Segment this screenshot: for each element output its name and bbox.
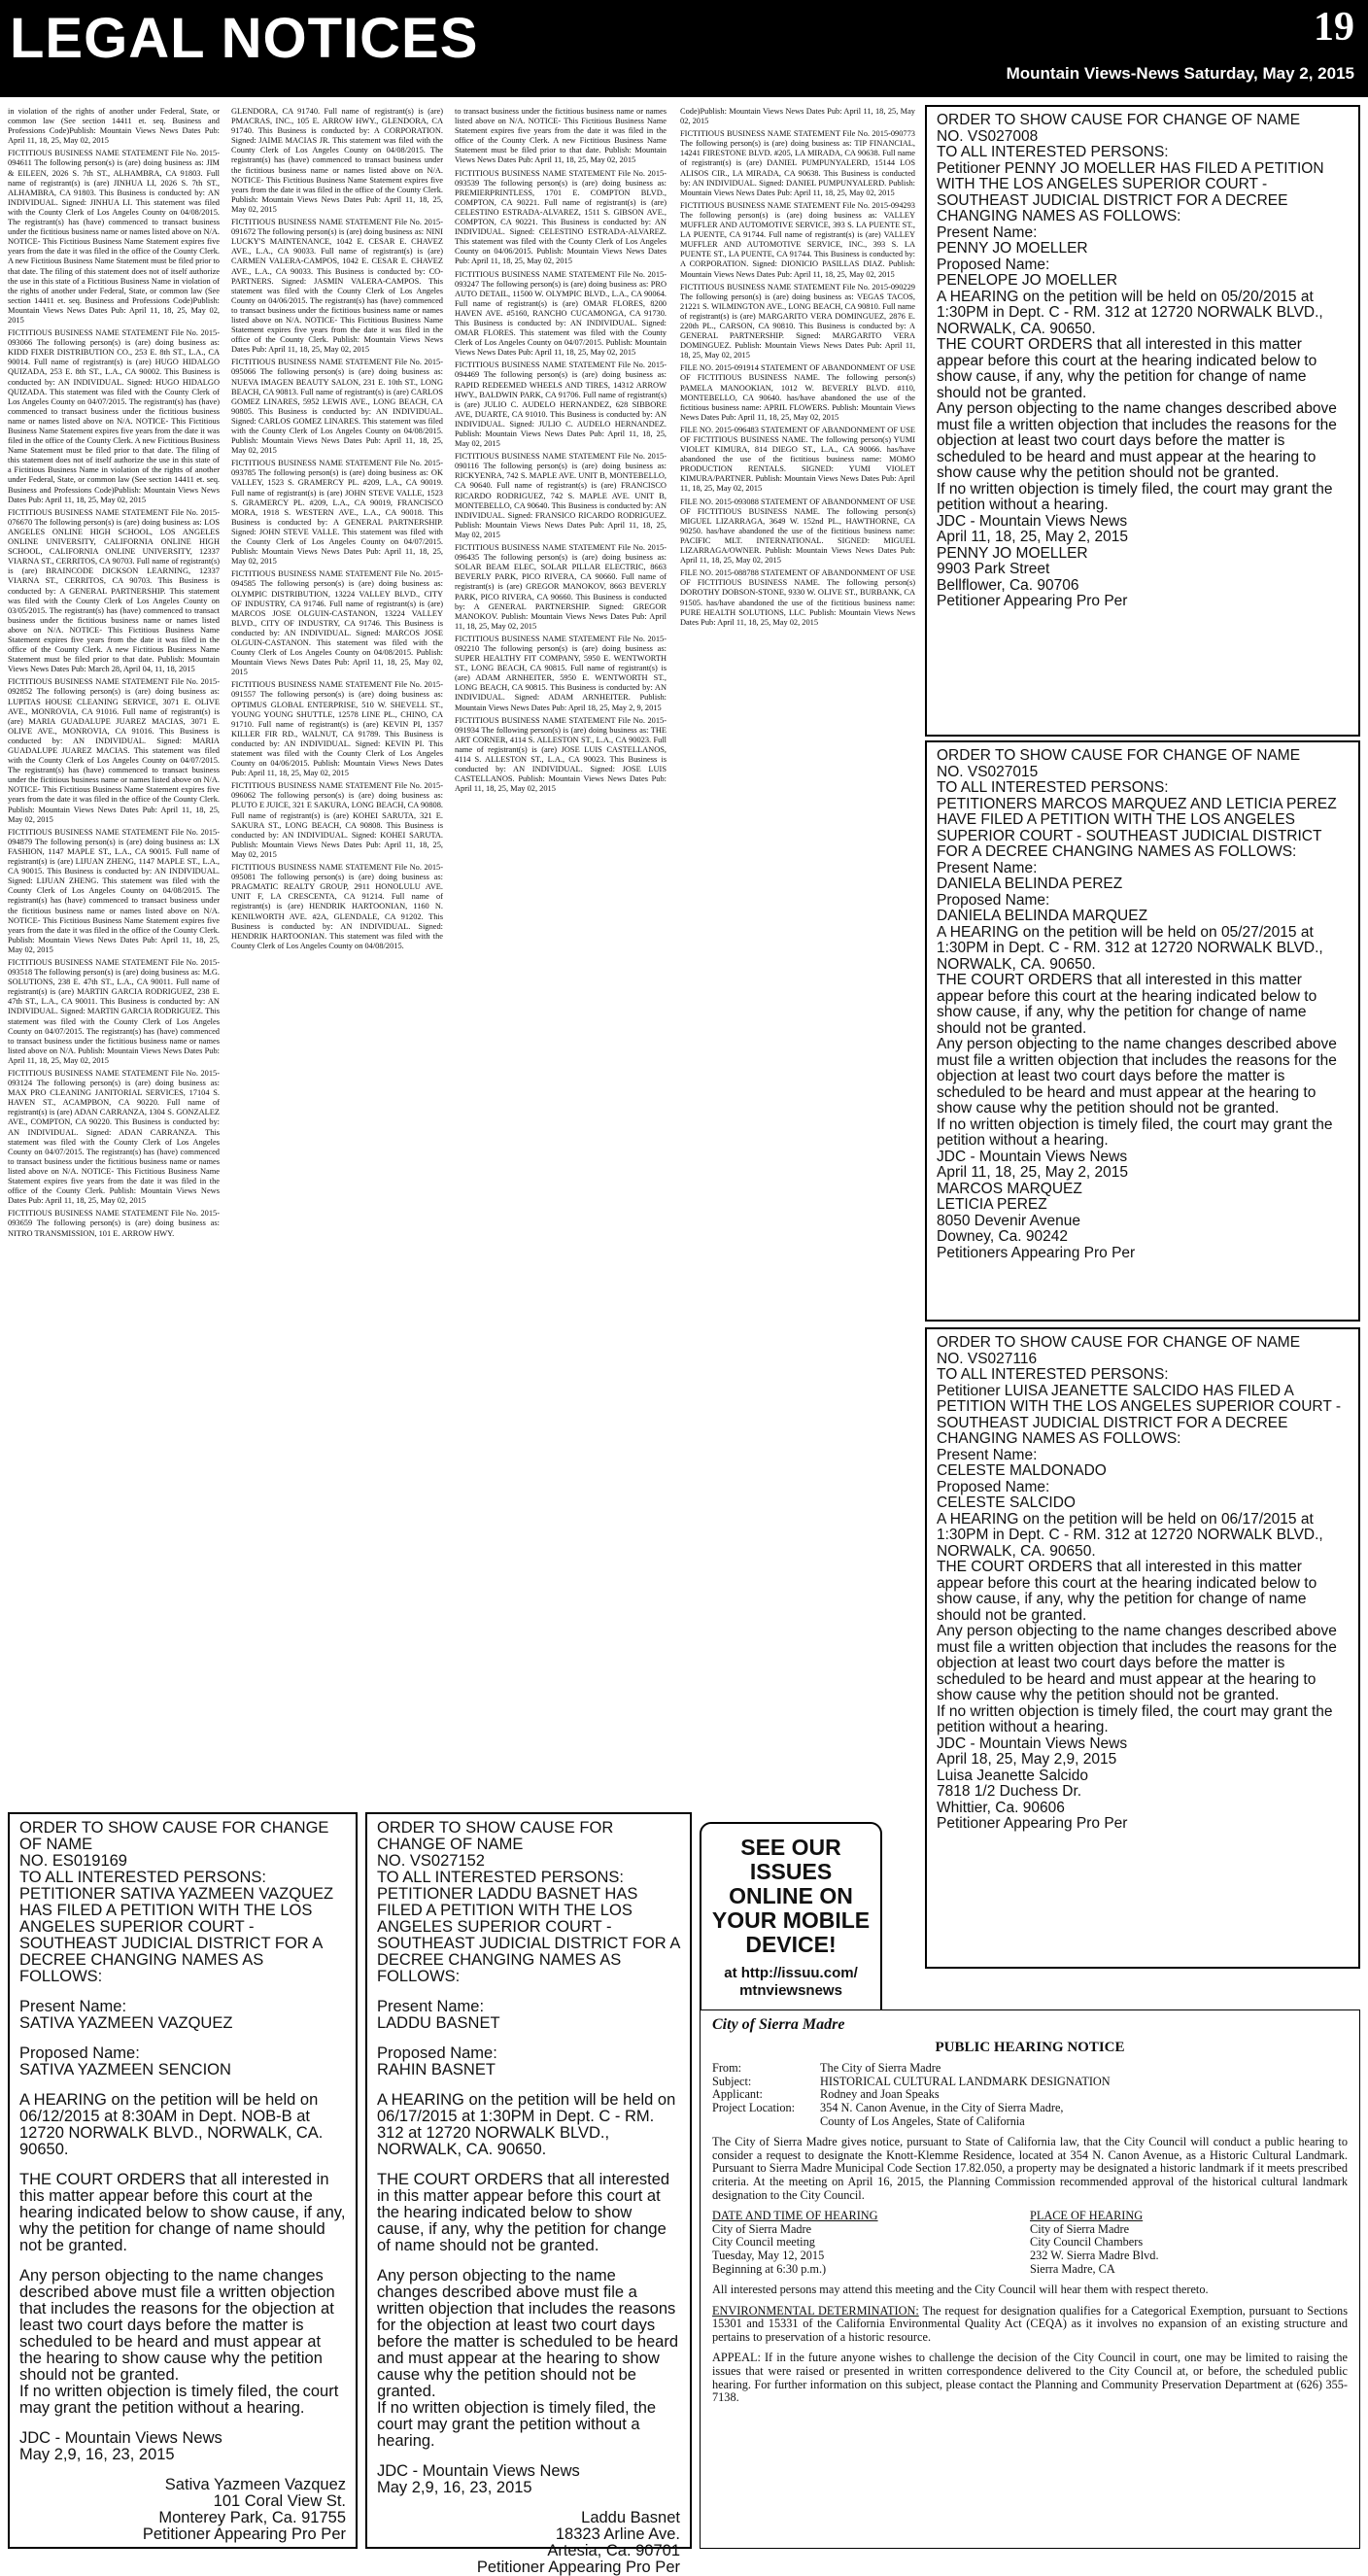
legal-notice-paragraph: FILE NO. 2015-093088 STATEMENT OF ABANDONMENT OF USE OF FICTITIOUS BUSINESS NAME. The following person(s) MIGUEL LIZARRAGA, 3649 W. 152nd PL., HAWTHORNE, CA 90250. has/have abandoned the use of the fictitious business name: PACIFIC MLT. INTERNATIONAL. SIGNED: MIGUEL LIZARRAGA/OWNER. Publish: Mountain Views News Dates Pub: April 11, 18, 25, May 02, 2015 — [680, 497, 915, 566]
from-label: From: — [712, 2061, 742, 2076]
notice-heading-line: ORDER TO SHOW CAUSE FOR CHANGE OF NAME — [377, 1819, 614, 1853]
signature-line: Sativa Yazmeen Vazquez — [164, 2476, 346, 2493]
notice-heading-line: NO. VS027116 — [937, 1350, 1038, 1367]
ad-line-2: ISSUES — [749, 1859, 833, 1884]
publication-dates: April 18, 25, May 2,9, 2015 — [937, 1751, 1117, 1768]
legal-notice-paragraph: to transact business under the fictitious business name or names listed above on N/A. NOTICE- This Fictitious Business Name Statement expires five years from the date it was filed in the office of the County Clerk. A new Fictitious Business Name Statement must be filed prior to that date. Publish: Mountain Views News Dates Pub: April 11, 18, 25, May 02, 2015 — [455, 107, 667, 165]
legal-notice-paragraph: Code)Publish: Mountain Views News Dates Pub: April 11, 18, 25, May 02, 2015 — [680, 107, 915, 126]
petition-statement: PETITIONER SATIVA YAZMEEN VAZQUEZ HAS FILED A PETITION WITH THE LOS ANGELES SUPERIOR COURT - SOUTHEAST JUDICIAL DISTRICT FOR A DECREE CHANGING NAMES AS FOLLOWS: — [19, 1885, 334, 1985]
signature-line: 7818 1/2 Duchess Dr. — [937, 1783, 1082, 1800]
ad-url-line-1[interactable]: at http://issuu.com/ — [724, 1965, 858, 1981]
objection-statement: Any person objecting to the name changes described above must file a written objection that includes the reasons for the objection at least two court days before the matter is scheduled to be heard and must appear at the hearing to show cause why the petition should not be granted. — [19, 2267, 335, 2384]
subject-label: Subject: — [712, 2074, 752, 2088]
signature-line: Bellflower, Ca. 90706 — [937, 576, 1079, 594]
proposed-name: PENELOPE JO MOELLER — [937, 272, 1118, 289]
hearing-statement: A HEARING on the petition will be held on 06/12/2015 at 8:30AM in Dept. NOB-B at 12720 NORWALK BLVD., NORWALK, CA. 90650. — [19, 2091, 324, 2158]
signature-line: Petitioner Appearing Pro Per — [937, 593, 1128, 609]
city-name: City of Sierra Madre — [712, 2016, 845, 2033]
no-objection-statement: If no written objection is timely filed, the court may grant the petition without a hearing. — [937, 1116, 1333, 1149]
no-objection-statement: If no written objection is timely filed, the court may grant the petition without a hearing. — [937, 480, 1333, 513]
signature-line: LETICIA PEREZ — [937, 1196, 1047, 1213]
hearing-statement: A HEARING on the petition will be held on 06/17/2015 at 1:30PM in Dept. C - RM. 312 at 12720 NORWALK BLVD., NORWALK, CA. 90650. — [377, 2091, 676, 2158]
signature-line: Luisa Jeanette Salcido — [937, 1767, 1088, 1784]
signature-line: Petitioners Appearing Pro Per — [937, 1244, 1136, 1261]
legal-notice-paragraph: FICTITIOUS BUSINESS NAME STATEMENT File No. 2015-094879 The following person(s) is (are) doing business as: LX FASHION, 1147 MAPLE ST., L.A., CA 90015. Full name of registrant(s) is (are) LIJUAN ZHENG, 1147 MAPLE ST., L.A., CA 90015. This Business is conducted by: AN INDIVIDUAL. Signed: LIJUAN ZHENG. This statement was filed with the County Clerk of Los Angeles County on 04/08/2015. The registrant(s) has (have) commenced to transact business under the fictitious business name or names listed above on N/A. NOTICE- This Fictitious Business Name Statement expires five years from the date it was filed in the office of the County Clerk. Publish: Mountain Views News Dates Pub: April 11, 18, 25, May 02, 2015 — [8, 827, 220, 954]
court-orders-statement: THE COURT ORDERS that all interested in this matter appear before this court at the hearing indicated below to show cause, if any, why the petition for change of name should not be granted. — [937, 336, 1317, 401]
present-name: DANIELA BELINDA PEREZ — [937, 876, 1123, 892]
signature-line: 18323 Arline Ave. — [555, 2525, 680, 2543]
court-orders-statement: THE COURT ORDERS that all interested in this matter appear before this court at the hearing indicated below to show cause, if any, why the petition for change of name should not be granted. — [937, 972, 1317, 1037]
legal-notice-paragraph: FICTITIOUS BUSINESS NAME STATEMENT File No. 2015-093539 The following person(s) is (are) doing business as: PREMIERPRINTLESS, 1701 E. COMPTON BLVD., COMPTON, CA 90221. Full name of registrant(s) is (are) CELESTINO ESTRADA-ALVAREZ, 1511 S. GIBSON AVE., COMPTON, CA 90221. This Business is conducted by: AN INDIVIDUAL. Signed: CELESTINO ESTRADA-ALVAREZ. This statement was filed with the County Clerk of Los Angeles County on 04/06/2015. Publish: Mountain Views News Dates Pub: April 11, 18, 25, May 02, 2015 — [455, 168, 667, 266]
signature-line: 9903 Park Street — [937, 561, 1050, 577]
present-name: CELESTE MALDONADO — [937, 1462, 1107, 1479]
hearing-statement: A HEARING on the petition will be held on 05/20/2015 at 1:30PM in Dept. C - RM. 312 at 12720 NORWALK BLVD., NORWALK, CA. 90650. — [937, 288, 1323, 337]
publication-dates: April 11, 18, 25, May 2, 2015 — [937, 529, 1129, 545]
proposed-name-label: Proposed Name: — [19, 2044, 140, 2062]
present-name-label: Present Name: — [937, 1446, 1038, 1463]
place-heading: PLACE OF HEARING — [1030, 2209, 1144, 2223]
publication-dates: May 2,9, 16, 23, 2015 — [377, 2479, 532, 2496]
hearing-statement: A HEARING on the petition will be held on 06/17/2015 at 1:30PM in Dept. C - RM. 312 at 12720 NORWALK BLVD., NORWALK, CA. 90650. — [937, 1510, 1323, 1560]
no-objection-statement: If no written objection is timely filed, the court may grant the petition without a hearing. — [937, 1702, 1333, 1735]
signature-line: Downey, Ca. 90242 — [937, 1228, 1068, 1245]
proposed-name-label: Proposed Name: — [937, 1478, 1050, 1495]
ad-line-3: ONLINE ON — [729, 1883, 853, 1908]
proposed-name: CELESTE SALCIDO — [937, 1494, 1076, 1511]
proposed-name: SATIVA YAZMEEN SENCION — [19, 2061, 231, 2078]
location-line-2: County of Los Angeles, State of California — [820, 2113, 1025, 2128]
date-line-2: City Council meeting — [712, 2235, 815, 2250]
place-line-3: 232 W. Sierra Madre Blvd. — [1030, 2248, 1159, 2262]
page-number: 19 — [1314, 5, 1354, 50]
name-change-notice-salcido — [925, 1327, 1360, 1969]
legal-notice-paragraph: FICTITIOUS BUSINESS NAME STATEMENT File No. 2015-096435 The following person(s) is (are) doing business as: SOLAR BEAM ELEC, SOLAR PILLAR ELECTRIC, 8663 BEVERLY PARK, PICO RIVERA, CA 90660. Full name of registrant(s) is (are) GREGOR MANOKOV, 8663 BEVERLY PARK, PICO RIVERA, CA 90660. This Business is conducted by: A GENERAL PARTNERSHIP. Signed: GREGOR MANOKOV. Publish: Mountain Views News Dates Pub: April 11, 18, 25, May 02, 2015 — [455, 543, 667, 631]
notice-column-1 — [8, 107, 220, 1807]
env-heading: ENVIRONMENTAL DETERMINATION: — [712, 2303, 919, 2318]
notice-heading-line: NO. VS027152 — [377, 1852, 485, 1870]
signature-line: Laddu Basnet — [581, 2509, 680, 2526]
name-change-notice-moeller — [925, 105, 1360, 737]
hearing-details — [712, 2062, 1120, 2128]
ad-line-4: YOUR MOBILE — [711, 1907, 871, 1933]
applicant-label: Applicant: — [712, 2087, 763, 2102]
present-name: SATIVA YAZMEEN VAZQUEZ — [19, 2014, 233, 2032]
signature-line: Petitioner Appearing Pro Per — [476, 2559, 680, 2576]
legal-notice-paragraph: FICTITIOUS BUSINESS NAME STATEMENT File No. 2015-093247 The following person(s) is (are) doing business as: PRO AUTO DETAIL, 11500 W. OLYMPIC BLVD., L.A., CA 90064. Full name of registrant(s) is (are) OMAR FLORES, 8200 HAVEN AVE. #5160, RANCHO CUCAMONGA, CA 91730. This Business is conducted by: AN INDIVIDUAL. Signed: OMAR FLORES. This statement was filed with the County Clerk of Los Angeles County on 04/07/2015. Publish: Mountain Views News Dates Pub: April 11, 18, 25, May 02, 2015 — [455, 269, 667, 358]
date-line-1: City of Sierra Madre — [712, 2221, 812, 2236]
from-value: The City of Sierra Madre — [820, 2061, 941, 2076]
no-objection-statement: If no written objection is timely filed, the court may grant the petition without a hearing. — [19, 2383, 339, 2417]
subject-value: HISTORICAL CULTURAL LANDMARK DESIGNATION — [820, 2074, 1111, 2088]
present-name: PENNY JO MOELLER — [937, 240, 1088, 257]
hearing-statement: A HEARING on the petition will be held on 05/27/2015 at 1:30PM in Dept. C - RM. 312 at 12720 NORWALK BLVD., NORWALK, CA. 90650. — [937, 923, 1323, 973]
legal-notice-paragraph: FICTITIOUS BUSINESS NAME STATEMENT File No. 2015-090229 The following person(s) is (are) doing business as: VEGAS TACOS, 21221 S. WILMINGTON AVE., LONG BEACH, CA 90810. Full name of registrant(s) is (are) MARGARITO VERA DOMINGUEZ, 2876 E. 220th PL., CARSON, CA 90810. This Business is conducted by: A GENERAL PARTNERSHIP. Signed: MARGARITO VERA DOMINGUEZ. Publish: Mountain Views News Dates Pub: April 11, 18, 25, May 02, 2015 — [680, 282, 915, 361]
notice-heading-line: NO. VS027015 — [937, 763, 1039, 780]
present-name-label: Present Name: — [937, 223, 1038, 241]
legal-notice-paragraph: FICTITIOUS BUSINESS NAME STATEMENT File No. 2015-090773 The following person(s) is (are) doing business as: TIP FINANCIAL, 14241 FIRESTONE BLVD. #205, LA MIRADA, CA 90638. Full name of registrant(s) is (are) DANIEL PUMPUNYALERD, 15144 LOS ALISOS CIR., LA MIRADA, CA 90638. This Business is conducted by: AN INDIVIDUAL. Signed: DANIEL PUMPUNYALERD. Publish: Mountain Views News Dates Pub: April 11, 18, 25, May 02, 2015 — [680, 129, 915, 197]
ad-line-5: DEVICE! — [745, 1932, 837, 1957]
hearing-title: PUBLIC HEARING NOTICE — [935, 2039, 1125, 2055]
notice-heading-line: ORDER TO SHOW CAUSE FOR CHANGE OF NAME — [937, 747, 1301, 764]
notice-heading-line: TO ALL INTERESTED PERSONS: — [19, 1869, 266, 1886]
legal-notice-paragraph: FICTITIOUS BUSINESS NAME STATEMENT File No. 2015-093785 The following person(s) is (are) doing business as: OK VALLEY, 1523 S. GRAMERCY PL. #209, L.A., CA 90019. Full name of registrant(s) is (are) JOHN STEVE VALLE, 1523 S. GRAMERCY PL. #209, L.A., CA 90019, FRANCISCO MORA, 1918 S. WESTERN AVE., L.A., CA 90018. This Business is conducted by: A GENERAL PARTNERSHIP. Signed: JOHN STEVE VALLE. This statement was filed with the County Clerk of Los Angeles County on 04/07/2015. Publish: Mountain Views News Dates Pub: April 11, 18, 25, May 02, 2015 — [231, 459, 443, 567]
legal-notice-paragraph: FICTITIOUS BUSINESS NAME STATEMENT File No. 2015-094611 The following person(s) is (are) doing business as: JIM & EILEEN, 2026 S. 7th ST., ALHAMBRA, CA 91803. Full name of registrant(s) is (are) JINHUA LI, 2026 S. 7th ST., ALHAMBRA, CA 91803. This Business is conducted by: AN INDIVIDUAL. Signed: JINHUA LI. This statement was filed with the County Clerk of Los Angeles County on 04/08/2015. The registrant(s) has (have) commenced to transact business under the fictitious business name or names listed above on N/A. NOTICE- This Fictitious Business Name Statement expires five years from the date it was filed in the office of the County Clerk. A new Fictitious Business Name Statement must be filed prior to that date. The filing of this statement does not of itself authorize the use in this state of a Fictitious Business Name in violation of the rights of another under Federal, State, or common law (See section 14411 et. seq. Business and Professions Code)Publish: Mountain Views News Dates Pub: April 11, 18, 25, May 02, 2015 — [8, 149, 220, 325]
section-title: LEGAL NOTICES — [10, 7, 479, 70]
petition-statement: PETITIONERS MARCOS MARQUEZ AND LETICIA PEREZ HAVE FILED A PETITION WITH THE LOS ANGELES SUPERIOR COURT - SOUTHEAST JUDICIAL DISTRICT FOR A DECREE CHANGING NAMES AS FOLLOWS: — [937, 795, 1337, 860]
location-label: Project Location: — [712, 2100, 796, 2114]
legal-notice-paragraph: FILE NO. 2015-091914 STATEMENT OF ABANDONMENT OF USE OF FICTITIOUS BUSINESS NAME. The following person(s) PAMELA MANOOKIAN, 1012 W. BEVERLY BLVD. #110, MONTEBELLO, CA 90640. has/have abandoned the use of the fictitious business name: APRIL FLOWERS. Publish: Mountain Views News Dates Pub: April 11, 18, 25, May 02, 2015 — [680, 363, 915, 422]
present-name-label: Present Name: — [937, 859, 1038, 876]
notice-heading-line: NO. ES019169 — [19, 1852, 127, 1870]
proposed-name-label: Proposed Name: — [937, 891, 1050, 909]
legal-notice-paragraph: FICTITIOUS BUSINESS NAME STATEMENT File No. 2015-095081 The following person(s) is (are) doing business as: PRAGMATIC REALTY GROUP, 2911 HONOLULU AVE. UNIT F, LA CRESCENTA, CA 91214. Full name of registrant(s) is (are) HENDRIK HARTOONIAN, 1160 N. KENILWORTH AVE. #2A, GLENDALE, CA 91202. This Business is conducted by: AN INDIVIDUAL. Signed: HENDRIK HARTOONIAN. This statement was filed with the County Clerk of Los Angeles County on 04/08/2015. — [231, 863, 443, 950]
notice-column-2 — [231, 107, 443, 1807]
env-text: The request for designation qualifies for a Categorical Exemption, pursuant to Sections 15301 and 15331 of the California Environmental Quality Act (CEQA) as it involves no expansion of an existing structure and pertains to preservation of a historic resource. — [712, 2303, 1348, 2344]
date-line-4: Beginning at 6:30 p.m.) — [712, 2261, 827, 2276]
proposed-name: DANIELA BELINDA MARQUEZ — [937, 908, 1148, 924]
legal-notice-paragraph: FICTITIOUS BUSINESS NAME STATEMENT File No. 2015-094293 The following person(s) is (are) doing business as: VALLEY MUFFLER AND AUTOMOTIVE SERVICE, 393 S. LA PUENTE ST., LA PUENTE, CA 91744. Full name of registrant(s) is (are) VALLEY MUFFLER AND AUTOMOTIVE SERVICE, INC., 393 S. LA PUENTE ST., LA PUENTE, CA 91744. This Business is conducted by: A CORPORATION. Signed: DIONICIO PASILLAS DIAZ. Publish: Mountain Views News Dates Pub: April 11, 18, 25, May 02, 2015 — [680, 200, 915, 279]
legal-notice-paragraph: FICTITIOUS BUSINESS NAME STATEMENT File No. 2015-095066 The following person(s) is (are) doing business as: NUEVA IMAGEN BEAUTY SALON, 231 E. 10th ST., LONG BEACH, CA 90813. Full name of registrant(s) is (are) CARLOS GOMEZ LINARES, 5952 LEWIS AVE., LONG BEACH, CA 90805. This Business is conducted by: AN INDIVIDUAL. Signed: CARLOS GOMEZ LINARES. This statement was filed with the County Clerk of Los Angeles County on 04/08/2015. Publish: Mountain Views News Dates Pub: April 11, 18, 25, May 02, 2015 — [231, 358, 443, 456]
legal-notice-paragraph: FICTITIOUS BUSINESS NAME STATEMENT File No. 2015-092852 The following person(s) is (are) doing business as: LUPITAS HOUSE CLEANING SERVICE, 3071 E. OLIVE AVE., MONROVIA, CA 91016. Full name of registrant(s) is (are) MARIA GUADALUPE JUAREZ MACIAS, 3071 E. OLIVE AVE., MONROVIA, CA 91016. This Business is conducted by: AN INDIVIDUAL. Signed: MARIA GUADALUPE JUAREZ MACIAS. This statement was filed with the County Clerk of Los Angeles County on 04/07/2015. The registrant(s) has (have) commenced to transact business under the fictitious business name or names listed above on N/A. NOTICE- This Fictitious Business Name Statement expires five years from the date it was filed in the office of the County Clerk. Publish: Mountain Views News Dates Pub: April 11, 18, 25, May 02, 2015 — [8, 677, 220, 824]
public-hearing-notice — [700, 2009, 1360, 2549]
signature-line: 101 Coral View St. — [213, 2492, 346, 2510]
signature-line: MARCOS MARQUEZ — [937, 1180, 1082, 1197]
notice-column-4 — [680, 107, 915, 1997]
signature-line: Whittier, Ca. 90606 — [937, 1799, 1065, 1816]
publication-name: JDC - Mountain Views News — [937, 1735, 1128, 1752]
environmental-determination — [712, 2305, 1348, 2345]
publication-name: JDC - Mountain Views News — [19, 2429, 222, 2447]
legal-notice-paragraph: FICTITIOUS BUSINESS NAME STATEMENT File No. 2015-094469 The following person(s) is (are) doing business as: RAPID REDEEMED WHEELS AND TIRES, 14312 ARROW HWY., BALDWIN PARK, CA 91706. Full name of registrant(s) is (are) JULIO C. AUDELO HERNANDEZ, 628 SIBBORE AVE, DUARTE, CA 91010. This Business is conducted by: AN INDIVIDUAL. Signed: JULIO C. AUDELO HERNANDEZ. Publish: Mountain Views News Dates Pub: April 11, 18, 25, May 02, 2015 — [455, 361, 667, 449]
applicant-value: Rodney and Joan Speaks — [820, 2087, 940, 2102]
legal-notice-paragraph: FICTITIOUS BUSINESS NAME STATEMENT File No. 2015-090116 The following person(s) is (are) doing business as: RICKYENRA, 742 S. MAPLE AVE. UNIT B, MONTEBELLO, CA 90640. Full name of registrant(s) is (are) FRANCISCO RICARDO RODRIGUEZ, 742 S. MAPLE AVE. UNIT B, MONTEBELLO, CA 90640. This Business is conducted by: AN INDIVIDUAL. Signed: FRANSICO RICARDO RODRIGUEZ. Publish: Mountain Views News Dates Pub: April 11, 18, 25, May 02, 2015 — [455, 452, 667, 539]
appeal-statement: APPEAL: If in the future anyone wishes to challenge the decision of the City Council in court, one may be limited to raising the issues that were raised or presented in written correspondence delivered to the City Council at, or before, the scheduled public hearing. For further information on this subject, please contact the Planning and Community Preservation Department at (626) 355-7138. — [712, 2351, 1348, 2405]
legal-notice-paragraph: GLENDORA, CA 91740. Full name of registrant(s) is (are) PMACRAS, INC., 105 E. ARROW HWY., GLENDORA, CA 91740. This Business is conducted by: A CORPORATION. Signed: JAIME MACIAS JR. This statement was filed with the County Clerk of Los Angeles County on 04/08/2015. The registrant(s) has (have) commenced to transact business under the fictitious business name or names listed above on N/A. NOTICE- This Fictitious Business Name Statement expires five years from the date it was filed in the office of the County Clerk. Publish: Mountain Views News Dates Pub: April 11, 18, 25, May 02, 2015 — [231, 107, 443, 214]
signature-line: PENNY JO MOELLER — [937, 544, 1088, 562]
notice-heading-line: TO ALL INTERESTED PERSONS: — [937, 779, 1169, 796]
present-name-label: Present Name: — [377, 1998, 485, 2015]
notice-heading-line: ORDER TO SHOW CAUSE FOR CHANGE OF NAME — [19, 1819, 329, 1853]
notice-heading-line: ORDER TO SHOW CAUSE FOR CHANGE OF NAME — [937, 1334, 1301, 1351]
publication-name: JDC - Mountain Views News — [377, 2462, 580, 2480]
no-objection-statement: If no written objection is timely filed, the court may grant the petition without a hearing. — [377, 2399, 657, 2450]
objection-statement: Any person objecting to the name changes described above must file a written objection that includes the reasons for the objection at least two court days before the matter is scheduled to be heard and must appear at the hearing to show cause why the petition should not be granted. — [377, 2267, 679, 2400]
proposed-name-label: Proposed Name: — [937, 256, 1050, 273]
hearing-date-place — [712, 2210, 1348, 2276]
masthead — [0, 0, 1368, 97]
ad-url-line-2[interactable]: mtnviewsnews — [739, 1982, 842, 1999]
petition-statement: Petitioner PENNY JO MOELLER HAS FILED A PETITION WITH THE LOS ANGELES SUPERIOR COURT - SOUTHEAST JUDICIAL DISTRICT FOR A DECREE CHANGING NAMES AS FOLLOWS: — [937, 159, 1324, 224]
place-line-4: Sierra Madre, CA — [1030, 2261, 1115, 2276]
location-line-1: 354 N. Canon Avenue, in the City of Sierra Madre, — [820, 2100, 1064, 2114]
place-line-2: City Council Chambers — [1030, 2235, 1144, 2250]
notice-heading-line: ORDER TO SHOW CAUSE FOR CHANGE OF NAME — [937, 112, 1301, 128]
legal-notice-paragraph: FICTITIOUS BUSINESS NAME STATEMENT File No. 2015-094585 The following person(s) is (are) doing business as: OLYMPIC DISTRIBUTION, 13224 VALLEY BLVD., CITY OF INDUSTRY, CA 91746. Full name of registrant(s) is (are) MARCOS JOSE OLGUIN-CASTANON, 13224 VALLEY BLVD., CITY OF INDUSTRY, CA 91746. This Business is conducted by: AN INDIVIDUAL. Signed: MARCOS JOSE OLGUIN-CASTANON. This statement was filed with the County Clerk of Los Angeles County on 04/08/2015. Publish: Mountain Views News Dates Pub: April 11, 18, 25, May 02, 2015 — [231, 569, 443, 677]
present-name: LADDU BASNET — [377, 2014, 500, 2032]
legal-notice-paragraph: FILE NO. 2015-088788 STATEMENT OF ABANDONMENT OF USE OF FICTITIOUS BUSINESS NAME. The following person(s) DOROTHY DOBSON-STONE, 9330 W. OLIVE ST., BURBANK, CA 91505. has/have abandoned the use of the fictitious business name: PURE HEALTH SOLUTIONS, LLC. Publish: Mountain Views News Dates Pub: April 11, 18, 25, May 02, 2015 — [680, 568, 915, 627]
legal-notice-paragraph: FICTITIOUS BUSINESS NAME STATEMENT File No. 2015-091557 The following person(s) is (are) doing business as: OPTIMUS GLOBAL ENTERPRISE, 510 W. SHEVELL ST., YOUNG YOUNG SHUTTLE, 12578 LINE PL., CHINO, CA 91710. Full name of registrant(s) is (are) KEVIN PI, 1357 KILLER FIR RD., WALNUT, CA 91789. This Business is conducted by: AN INDIVIDUAL. Signed: KEVIN PI. This statement was filed with the County Clerk of Los Angeles County on 04/06/2015. Publish: Mountain Views News Dates Pub: April 11, 18, 25, May 02, 2015 — [231, 680, 443, 778]
objection-statement: Any person objecting to the name changes described above must file a written objection that includes the reasons for the objection at least two court days before the matter is scheduled to be heard and must appear at the hearing to show cause why the petition should not be granted. — [937, 400, 1337, 481]
publication-dates: May 2,9, 16, 23, 2015 — [19, 2446, 175, 2463]
objection-statement: Any person objecting to the name changes described above must file a written objection that includes the reasons for the objection at least two court days before the matter is scheduled to be heard and must appear at the hearing to show cause why the petition should not be granted. — [937, 1623, 1337, 1703]
court-orders-statement: THE COURT ORDERS that all interested in this matter appear before this court at the hearing indicated below to show cause, if any, why the petition for change of name should not be granted. — [19, 2171, 346, 2254]
petition-statement: PETITIONER LADDU BASNET HAS FILED A PETITION WITH THE LOS ANGELES SUPERIOR COURT - SOUTHEAST JUDICIAL DISTRICT FOR A DECREE CHANGING NAMES AS FOLLOWS: — [377, 1885, 680, 1985]
legal-notice-paragraph: FICTITIOUS BUSINESS NAME STATEMENT File No. 2015-093659 The following person(s) is (are) doing business as: NITRO TRANSMISSION, 101 E. ARROW HWY. — [8, 1209, 220, 1238]
legal-notice-paragraph: FICTITIOUS BUSINESS NAME STATEMENT File No. 2015-093124 The following person(s) is (are) doing business as: MAX PRO CLEANING JANITORIAL SERVICES, 17104 S. HAVEN ST., ACAMPBON, CA 90220. Full name of registrant(s) is (are) ADAN CARRANZA, 1304 S. GONZALEZ AVE., COMPTON, CA 90220. This Business is conducted by: AN INDIVIDUAL. Signed: ADAN CARRANZA. This statement was filed with the County Clerk of Los Angeles County on 04/07/2015. The registrant(s) has (have) commenced to transact business under the fictitious business name or names listed above on N/A. NOTICE- This Fictitious Business Name Statement expires five years from the date it was filed in the office of the County Clerk. Publish: Mountain Views News Dates Pub: April 11, 18, 25, May 02, 2015 — [8, 1069, 220, 1206]
legal-notice-paragraph: FICTITIOUS BUSINESS NAME STATEMENT File No. 2015-096062 The following person(s) is (are) doing business as: PLUTO E JUICE, 321 E SAKURA, LONG BEACH, CA 90808. Full name of registrant(s) is (are) KOHEI SARUTA, 321 E. SAKURA ST., LONG BEACH, CA 90808. This Business is conducted by: AN INDIVIDUAL. Signed: KOHEI SARUTA. Publish: Mountain Views News Dates Pub: April 11, 18, 25, May 02, 2015 — [231, 781, 443, 859]
hearing-body: The City of Sierra Madre gives notice, pursuant to State of California law, that the City Council will conduct a public hearing to consider a request to designate the Knott-Klemme Residence, located at 354 N. Canon Avenue, as a Historic Cultural Landmark. Pursuant to Sierra Madre Municipal Code Section 17.82.050, a property may be designated a historic landmark if it meets prescribed criteria. At the meeting on April 16, 2015, the Planning Commission recommended approval of the historical cultural landmark designation to the City Council. — [712, 2135, 1348, 2202]
name-change-notice-marquez-perez — [925, 740, 1360, 1322]
court-orders-statement: THE COURT ORDERS that all interested in this matter appear before this court at the hearing indicated below to show cause, if any, why the petition for change of name should not be granted. — [937, 1559, 1317, 1624]
ad-line-1: SEE OUR — [740, 1835, 841, 1860]
legal-notice-paragraph: FICTITIOUS BUSINESS NAME STATEMENT File No. 2015-093066 The following person(s) is (are) doing business as: KIDD FIXER DISTRIBUTION CO., 253 E. 8th ST., L.A., CA 90014. Full name of registrant(s) is (are) HUGO HIDALGO QUIZADA, 253 E. 8th ST., L.A., CA 90002. This Business is conducted by: AN INDIVIDUAL. Signed: HUGO HIDALGO QUIZADA. This statement was filed with the County Clerk of Los Angeles County on 04/07/2015. The registrant(s) has (have) commenced to transact business under the fictitious business name or names listed above on N/A. NOTICE- This Fictitious Business Name Statement expires five years from the date it was filed in the office of the County Clerk. A new Fictitious Business Name Statement must be filed prior to that date. The filing of this statement does not of itself authorize the use in this state of a Fictitious Business Name in violation of the rights of another under Federal, State, or common law (See section 14411 et. seq. Business and Professions Code)Publish: Mountain Views News Dates Pub: April 11, 18, 25, May 02, 2015 — [8, 328, 220, 504]
signature-line: Petitioner Appearing Pro Per — [937, 1815, 1128, 1832]
notice-heading-line: NO. VS027008 — [937, 127, 1039, 145]
signature-line: Monterey Park, Ca. 91755 — [158, 2509, 346, 2526]
legal-notice-paragraph: FICTITIOUS BUSINESS NAME STATEMENT File No. 2015-093518 The following person(s) is (are) doing business as: M.G. SOLUTIONS, 238 E. 47th ST., L.A., CA 90011. Full name of registrant(s) is (are) MARTIN GARCIA RODRIGUEZ, 238 E. 47th ST., L.A., CA 90011. This Business is conducted by: AN INDIVIDUAL. Signed: MARTIN GARCIA RODRIGUEZ. This statement was filed with the County Clerk of Los Angeles County on 04/07/2015. The registrant(s) has (have) commenced to transact business under the fictitious business name or names listed above on N/A. Publish: Mountain Views News Dates Pub: April 11, 18, 25, May 02, 2015 — [8, 957, 220, 1065]
legal-notice-paragraph: FICTITIOUS BUSINESS NAME STATEMENT File No. 2015-091672 The following person(s) is (are) doing business as: NINI LUCKY'S MAINTENANCE, 1042 E. CESAR E. CHAVEZ AVE., L.A., CA 90033. Full name of registrant(s) is (are) CARMEN VALERA-CAMPOS, 1042 E. CESAR E. CHAVEZ AVE., L.A., CA 90033. This Business is conducted by: CO-PARTNERS. Signed: JASMIN VALERA-CAMPOS. This statement was filed with the County Clerk of Los Angeles County on 04/06/2015. The registrant(s) has (have) commenced to transact business under the fictitious business name or names listed above on N/A. NOTICE- This Fictitious Business Name Statement expires five years from the date it was filed in the office of the County Clerk. Publish: Mountain Views News Dates Pub: April 11, 18, 25, May 02, 2015 — [231, 218, 443, 355]
publication-dates: April 11, 18, 25, May 2, 2015 — [937, 1164, 1129, 1181]
publication-line: Mountain Views-News Saturday, May 2, 2015 — [1006, 64, 1354, 83]
notice-heading-line: TO ALL INTERESTED PERSONS: — [937, 1366, 1169, 1383]
date-heading: DATE AND TIME OF HEARING — [712, 2209, 878, 2223]
signature-line: Petitioner Appearing Pro Per — [142, 2525, 346, 2543]
publication-name: JDC - Mountain Views News — [937, 512, 1128, 530]
notice-heading-line: TO ALL INTERESTED PERSONS: — [937, 144, 1169, 160]
objection-statement: Any person objecting to the name changes described above must file a written objection that includes the reasons for the objection at least two court days before the matter is scheduled to be heard and must appear at the hearing to show cause why the petition should not be granted. — [937, 1036, 1337, 1116]
legal-notice-paragraph: FILE NO. 2015-096483 STATEMENT OF ABANDONMENT OF USE OF FICTITIOUS BUSINESS NAME. The following person(s) YUMI VIOLET KIMURA, 814 DIEGO ST., L.A., CA 90066. has/have abandoned the use of the fictitious business name: MOMO PRODUCTION RENTALS. SIGNED: YUMI VIOLET KIMURA/PARTNER. Publish: Mountain Views News Dates Pub: April 11, 18, 25, May 02, 2015 — [680, 425, 915, 494]
place-line-1: City of Sierra Madre — [1030, 2221, 1130, 2236]
proposed-name: RAHIN BASNET — [377, 2061, 496, 2078]
petition-statement: Petitioner LUISA JEANETTE SALCIDO HAS FILED A PETITION WITH THE LOS ANGELES SUPERIOR COURT - SOUTHEAST JUDICIAL DISTRICT FOR A DECREE CHANGING NAMES AS FOLLOWS: — [937, 1382, 1341, 1447]
notice-column-3 — [455, 107, 667, 1807]
date-line-3: Tuesday, May 12, 2015 — [712, 2248, 825, 2262]
publication-name: JDC - Mountain Views News — [937, 1148, 1128, 1165]
name-change-notice-vazquez — [8, 1812, 358, 2549]
name-change-notice-basnet — [365, 1812, 692, 2576]
present-name-label: Present Name: — [19, 1998, 127, 2015]
legal-notice-paragraph: FICTITIOUS BUSINESS NAME STATEMENT File No. 2015-092210 The following person(s) is (are) doing business as: SUPER HEALTHY FIT COMPANY, 5950 E. WENTWORTH ST., LONG BEACH, CA 90815. Full name of registrant(s) is (are) ADAM ARNHEITER, 5950 E. WENTWORTH ST., LONG BEACH, CA 90815. This Business is conducted by: AN INDIVIDUAL. Signed: ADAM ARNHEITER. Publish: Mountain Views News Dates Pub: April 18, 25, May 2, 9, 2015 — [455, 634, 667, 712]
proposed-name-label: Proposed Name: — [377, 2044, 497, 2062]
signature-line: Artesia, Ca. 90701 — [547, 2542, 680, 2559]
notice-heading-line: TO ALL INTERESTED PERSONS: — [377, 1869, 624, 1886]
legal-notice-paragraph: FICTITIOUS BUSINESS NAME STATEMENT File No. 2015-091934 The following person(s) is (are) doing business as: THE ART CORNER, 4114 S. ALLESTON ST., L.A., CA 90023. Full name of registrant(s) is (are) JOSE LUIS CASTELLANOS, 4114 S. ALLESTON ST., L.A., CA 90023. This Business is conducted by: AN INDIVIDUAL. Signed: JOSE LUIS CASTELLANOS. Publish: Mountain Views News Dates Pub: April 11, 18, 25, May 02, 2015 — [455, 715, 667, 794]
legal-notice-paragraph: FICTITIOUS BUSINESS NAME STATEMENT File No. 2015-076670 The following person(s) is (are) doing business as: LOS ANGELES ONLINE HIGH SCHOOL, LOS ANGELES ONLINE UNIVERSITY, CALIFORNIA ONLINE HIGH SCHOOL, CALIFORNIA ONLINE UNIVERSITY, 12337 VIARNA ST., CERRITOS, CA 90703. Full name of registrant(s) is (are) BRAINCODE DICKSON LEARNING, 12337 VIARNA ST., CERRITOS, CA 90703. This Business is conducted by: A GENERAL PARTNERSHIP. This statement was filed with the County Clerk of Los Angeles County on 03/05/2015. The registrant(s) has (have) commenced to transact business under the fictitious business name or names listed above on N/A. NOTICE- This Fictitious Business Name Statement expires five years from the date it was filed in the office of the County Clerk. A new Fictitious Business Name Statement must be filed prior to that date. Publish: Mountain Views News Dates Pub: March 28, April 04, 11, 18, 2015 — [8, 507, 220, 674]
attend-statement: All interested persons may attend this meeting and the City Council will hear them with respect thereto. — [712, 2283, 1209, 2297]
court-orders-statement: THE COURT ORDERS that all interested in this matter appear before this court at the hearing indicated below to show cause, if any, why the petition for change of name should not be granted. — [377, 2171, 670, 2254]
signature-line: 8050 Devenir Avenue — [937, 1212, 1080, 1229]
legal-notice-paragraph: in violation of the rights of another under Federal, State, or common law (See section 14411 et. seq. Business and Professions Code)Publish: Mountain Views News Dates Pub: April 11, 18, 25, May 02, 2015 — [8, 107, 220, 146]
